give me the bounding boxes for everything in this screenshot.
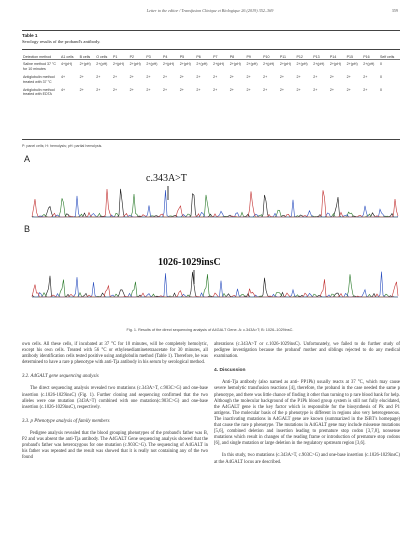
column-header: P9 bbox=[246, 54, 251, 59]
result-cell: 2+ bbox=[296, 88, 301, 93]
right-column bbox=[214, 342, 400, 472]
right-paragraph-3: In this study, two mutations (c.343A>T, c.903C>G) and one-base insertion (c.1026-1029insC) at the A4GALT locus are described. bbox=[214, 453, 400, 465]
result-cell: 4+(pH) bbox=[61, 62, 73, 67]
result-cell: 2+ bbox=[129, 75, 134, 80]
result-cell: 2+(pH) bbox=[346, 62, 358, 67]
column-header: P4 bbox=[163, 54, 168, 59]
mutation-label-a: c.343A>T bbox=[146, 173, 187, 184]
column-header: P14 bbox=[329, 54, 337, 59]
result-cell: 2+ bbox=[96, 88, 101, 93]
method-cell: Antiglobulin method treated with 37 °C bbox=[23, 75, 55, 84]
left-paragraph-1: own cells. All these cells, if incubated at 37 °C for 10 minutes, will be completely hemolytic, except his own cells. Treated with 56 °C or ethylenediaminetetraacetate for 30 minutes, all antibody identification cells tested positive using antiglobulin method (Table 1). Therefore, he was determined to have a rare p phenotype with anti-Tja antibody in his serum by serological method. bbox=[22, 342, 208, 366]
result-cell: 2+ bbox=[263, 88, 268, 93]
right-paragraph-1: alterations (c.343A>T or c.1026-1029insC). Unfortunately, we failed to do further study of pedigree investigation because the proband' mother and siblings rejected to do any medical examination. bbox=[214, 342, 400, 360]
figure-caption: Fig. 1. Results of the direct sequencing analysis of A4GALT Gene. A: c.343A>T; B: 1026–1029insC. bbox=[126, 328, 294, 332]
panel-b-label: B bbox=[24, 224, 31, 234]
column-header: P11 bbox=[279, 54, 286, 59]
result-cell: 2+ bbox=[363, 75, 368, 80]
column-header: P3 bbox=[146, 54, 151, 59]
trace-line bbox=[32, 189, 398, 217]
mutation-label-b: 1026-1029insC bbox=[158, 257, 221, 268]
result-cell: 2+(pH) bbox=[296, 62, 308, 67]
chromatogram-b bbox=[32, 272, 398, 297]
result-cell: 2+ bbox=[196, 75, 201, 80]
column-header: P15 bbox=[346, 54, 353, 59]
result-cell: 2+ bbox=[213, 88, 218, 93]
table-row bbox=[22, 86, 400, 99]
column-header: P2 bbox=[129, 54, 135, 59]
table-label: Table 1 bbox=[22, 33, 38, 38]
table-caption bbox=[22, 33, 100, 44]
column-header: P1 bbox=[112, 54, 118, 59]
result-cell: 2+(pH) bbox=[363, 62, 375, 67]
method-cell: Antiglobulin method treated with EDTA bbox=[23, 88, 55, 97]
method-cell: Saline method 37 °C for 10 minutes bbox=[23, 62, 57, 71]
result-cell: 2+ bbox=[163, 88, 168, 93]
result-cell: 2+(pH) bbox=[96, 62, 108, 67]
result-cell: 2+ bbox=[279, 75, 284, 80]
trace-line bbox=[32, 189, 398, 217]
result-cell: 2+ bbox=[129, 88, 134, 93]
result-cell: 0 bbox=[379, 88, 382, 93]
result-cell: 2+ bbox=[263, 75, 268, 80]
right-paragraph-2: Anti-Tja antibody (also named as anti- PP1Pk) usually reacts at 37 °C, which may cause severe hemolytic transfusion reactions [4], therefore, the proband in the case needed the same p phenotype, and there was little chance of finding it other than turning to p rare blood bank for help. Although the molecular background of the P1Pk blood group system is still not fully elucidated, the A4GALT gene is the key factor which is responsible for the biosynthesis of Pk and P1 antigens. The molecular basis of the p phenotype is different in regions also very heterogeneous. The inactivating mutations in A4GALT gene are known (summarized in the ISBT's homepage) that cause the rare p phenotype. The mutations in A4GALT gene may include missense mutations [5,6], combined deletion and insertion leading to premature stop codon [3,7,8], nonsense mutations which result in changes of the reading frame or introduction of premature stop codons [6], and single mutation or large deletion in the regulatory upstream region [3,6]. bbox=[214, 380, 400, 447]
table-footnote: P: panel cells; H: hemolysis; pH: partial hemolysis. bbox=[22, 144, 103, 148]
result-cell: 2+ bbox=[279, 88, 284, 93]
result-cell: 2+(pH) bbox=[146, 62, 158, 67]
result-cell: 2+ bbox=[163, 75, 168, 80]
column-header: P16 bbox=[363, 54, 370, 59]
result-cell: 2+(pH) bbox=[196, 62, 208, 67]
result-cell: 2+ bbox=[112, 75, 118, 80]
column-header: P13 bbox=[313, 54, 320, 59]
result-cell: 2+ bbox=[229, 75, 234, 80]
result-cell: 2+ bbox=[146, 75, 151, 80]
result-cell: 2+ bbox=[213, 75, 218, 80]
page-number: 359 bbox=[391, 8, 398, 13]
result-cell: 4+ bbox=[61, 88, 66, 93]
result-cell: 2+(pH) bbox=[213, 62, 225, 67]
result-cell: 2+(pH) bbox=[112, 62, 125, 67]
result-cell: 2+ bbox=[246, 75, 251, 80]
result-cell: 2+(pH) bbox=[279, 62, 291, 67]
table-bottom-rule bbox=[22, 139, 400, 140]
column-header: P10 bbox=[263, 54, 270, 59]
left-paragraph-3: Pedigree analysis revealed that the blood grouping phenotypes of the proband's father was B, P2 and was absent the anti-Tja antibody. The A4GALT Gene sequencing analysis showed that the proband's father was heterozygous for one mutation (c.903C>G). The sequencing of A4GALT in his father was repeated and the result was showed that it is really not containing any of the two found bbox=[22, 430, 208, 461]
result-cell: 2+(pH) bbox=[79, 62, 91, 67]
result-cell: 2+(pH) bbox=[163, 62, 175, 67]
result-cell: 2+(pH) bbox=[229, 62, 241, 67]
table-caption-text: Serology results of the proband's antibody. bbox=[22, 38, 101, 44]
section-heading-discussion: 4. Discussion bbox=[214, 368, 246, 374]
table-body bbox=[22, 60, 400, 99]
result-cell: 2+(pH) bbox=[329, 62, 341, 67]
result-cell: 2+(pH) bbox=[179, 62, 191, 67]
trace-line bbox=[32, 279, 398, 297]
result-cell: 2+ bbox=[363, 88, 368, 93]
result-cell: 2+ bbox=[79, 75, 84, 80]
chromatogram-a bbox=[32, 189, 398, 217]
result-cell: 2+ bbox=[196, 88, 201, 93]
trace-line bbox=[32, 190, 398, 217]
result-cell: 2+ bbox=[96, 75, 101, 80]
result-cell: 2+ bbox=[79, 88, 84, 93]
column-header: P5 bbox=[179, 54, 185, 59]
sequencing-figure bbox=[22, 152, 400, 322]
section-heading-3-2: 3.2. A4GALT gene sequencing analysis bbox=[22, 374, 99, 380]
result-cell: 2+ bbox=[146, 88, 151, 93]
result-cell: 2+(pH) bbox=[246, 62, 258, 67]
table-row bbox=[22, 73, 400, 86]
column-header: Self cells bbox=[379, 54, 395, 59]
result-cell: 2+ bbox=[313, 75, 318, 80]
column-header: O cells bbox=[96, 54, 108, 59]
column-header: P7 bbox=[213, 54, 218, 59]
result-cell: 2+ bbox=[112, 88, 118, 93]
result-cell: 2+ bbox=[346, 75, 351, 80]
result-cell: 4+ bbox=[61, 75, 66, 80]
result-cell: 2+ bbox=[346, 88, 351, 93]
section-heading-3-3: 3.3. p Phenotype analysis of family members bbox=[22, 418, 110, 424]
result-cell: 2+ bbox=[179, 75, 184, 80]
table-header-rule bbox=[22, 49, 400, 50]
result-cell: 2+(pH) bbox=[313, 62, 325, 67]
column-header: Detection method bbox=[23, 54, 52, 59]
table-row bbox=[22, 60, 400, 73]
serology-table bbox=[22, 54, 400, 99]
result-cell: 2+ bbox=[329, 88, 335, 93]
result-cell: 2+(pH) bbox=[129, 62, 141, 67]
result-cell: 0 bbox=[379, 62, 382, 67]
chromatogram-svg bbox=[22, 152, 400, 322]
column-header: A1 cells bbox=[61, 54, 74, 59]
left-paragraph-2: The direct sequencing analysis revealed two mutations (c.343A>T, c.903C>G) and one-base insertion (c.1026-1029insC) (Fig. 1). Further cloning and sequencing confirmed that the two alleles were one mutation (343A>T) combined with one mutation(c.903C>G) and one-base insertion (c.1026-1029insC), respectively. bbox=[22, 386, 208, 410]
journal-title: Letter to the editor / Transfusion Clinique et Biologique 26 (2019) 352–369 bbox=[146, 8, 274, 13]
result-cell: 2+ bbox=[229, 88, 234, 93]
result-cell: 2+ bbox=[296, 75, 301, 80]
column-header: P12 bbox=[296, 54, 303, 59]
panel-a-label: A bbox=[24, 154, 31, 164]
result-cell: 2+ bbox=[246, 88, 251, 93]
column-header: P6 bbox=[196, 54, 201, 59]
column-header: P8 bbox=[229, 54, 235, 59]
left-column bbox=[22, 342, 208, 467]
column-header: B cells bbox=[79, 54, 91, 59]
result-cell: 2+ bbox=[313, 88, 318, 93]
table-top-rule bbox=[22, 30, 400, 31]
result-cell: 0 bbox=[379, 75, 382, 80]
result-cell: 2+(pH) bbox=[263, 62, 275, 67]
result-cell: 2+ bbox=[329, 75, 335, 80]
result-cell: 2+ bbox=[179, 88, 184, 93]
